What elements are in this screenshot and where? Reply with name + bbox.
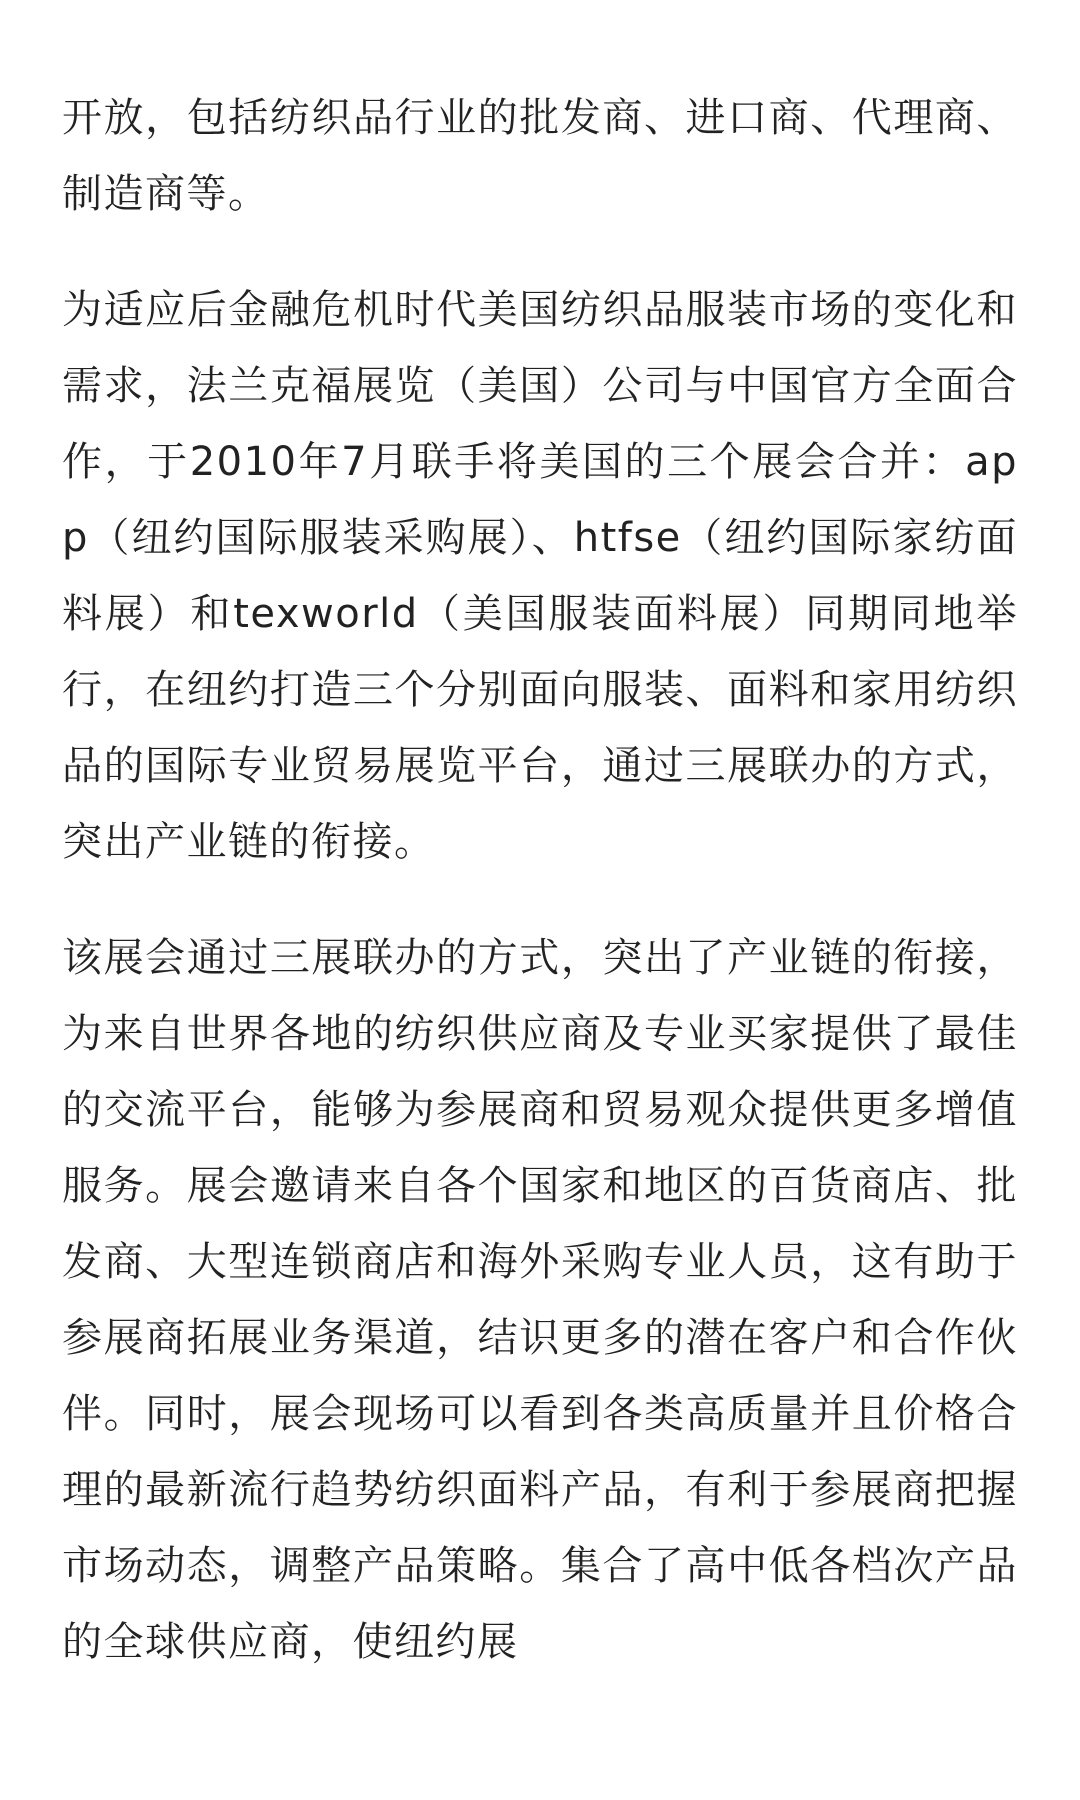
paragraph-3: 该展会通过三展联办的方式，突出了产业链的衔接，为来自世界各地的纺织供应商及专业买家提供了最佳的交流平台，能够为参展商和贸易观众提供更多增值服务。展会邀请来自各个国家和地区的百货商店、批发商、大型连锁商店和海外采购专业人员，这有助于参展商拓展业务渠道，结识更多的潜在客户和合作伙伴。同时，展会现场可以看到各类高质量并且价格合理的最新流行趋势纺织面料产品，有利于参展商把握市场动态，调整产品策略。集合了高中低各档次产品的全球供应商，使纽约展 — [62, 935, 1018, 1665]
paragraph-2: 为适应后金融危机时代美国纺织品服装市场的变化和需求，法兰克福展览（美国）公司与中国官方全面合作，于2010年7月联手将美国的三个展会合并：app（纽约国际服装采购展）、htfse（纽约国际家纺面料展）和texworld（美国服装面料展）同期同地举行，在纽约打造三个分别面向服装、面料和家用纺织品的国际专业贸易展览平台，通过三展联办的方式，突出产业链的衔接。 — [62, 287, 1018, 865]
paragraph-1: 开放，包括纺织品行业的批发商、进口商、代理商、制造商等。 — [62, 95, 1018, 217]
